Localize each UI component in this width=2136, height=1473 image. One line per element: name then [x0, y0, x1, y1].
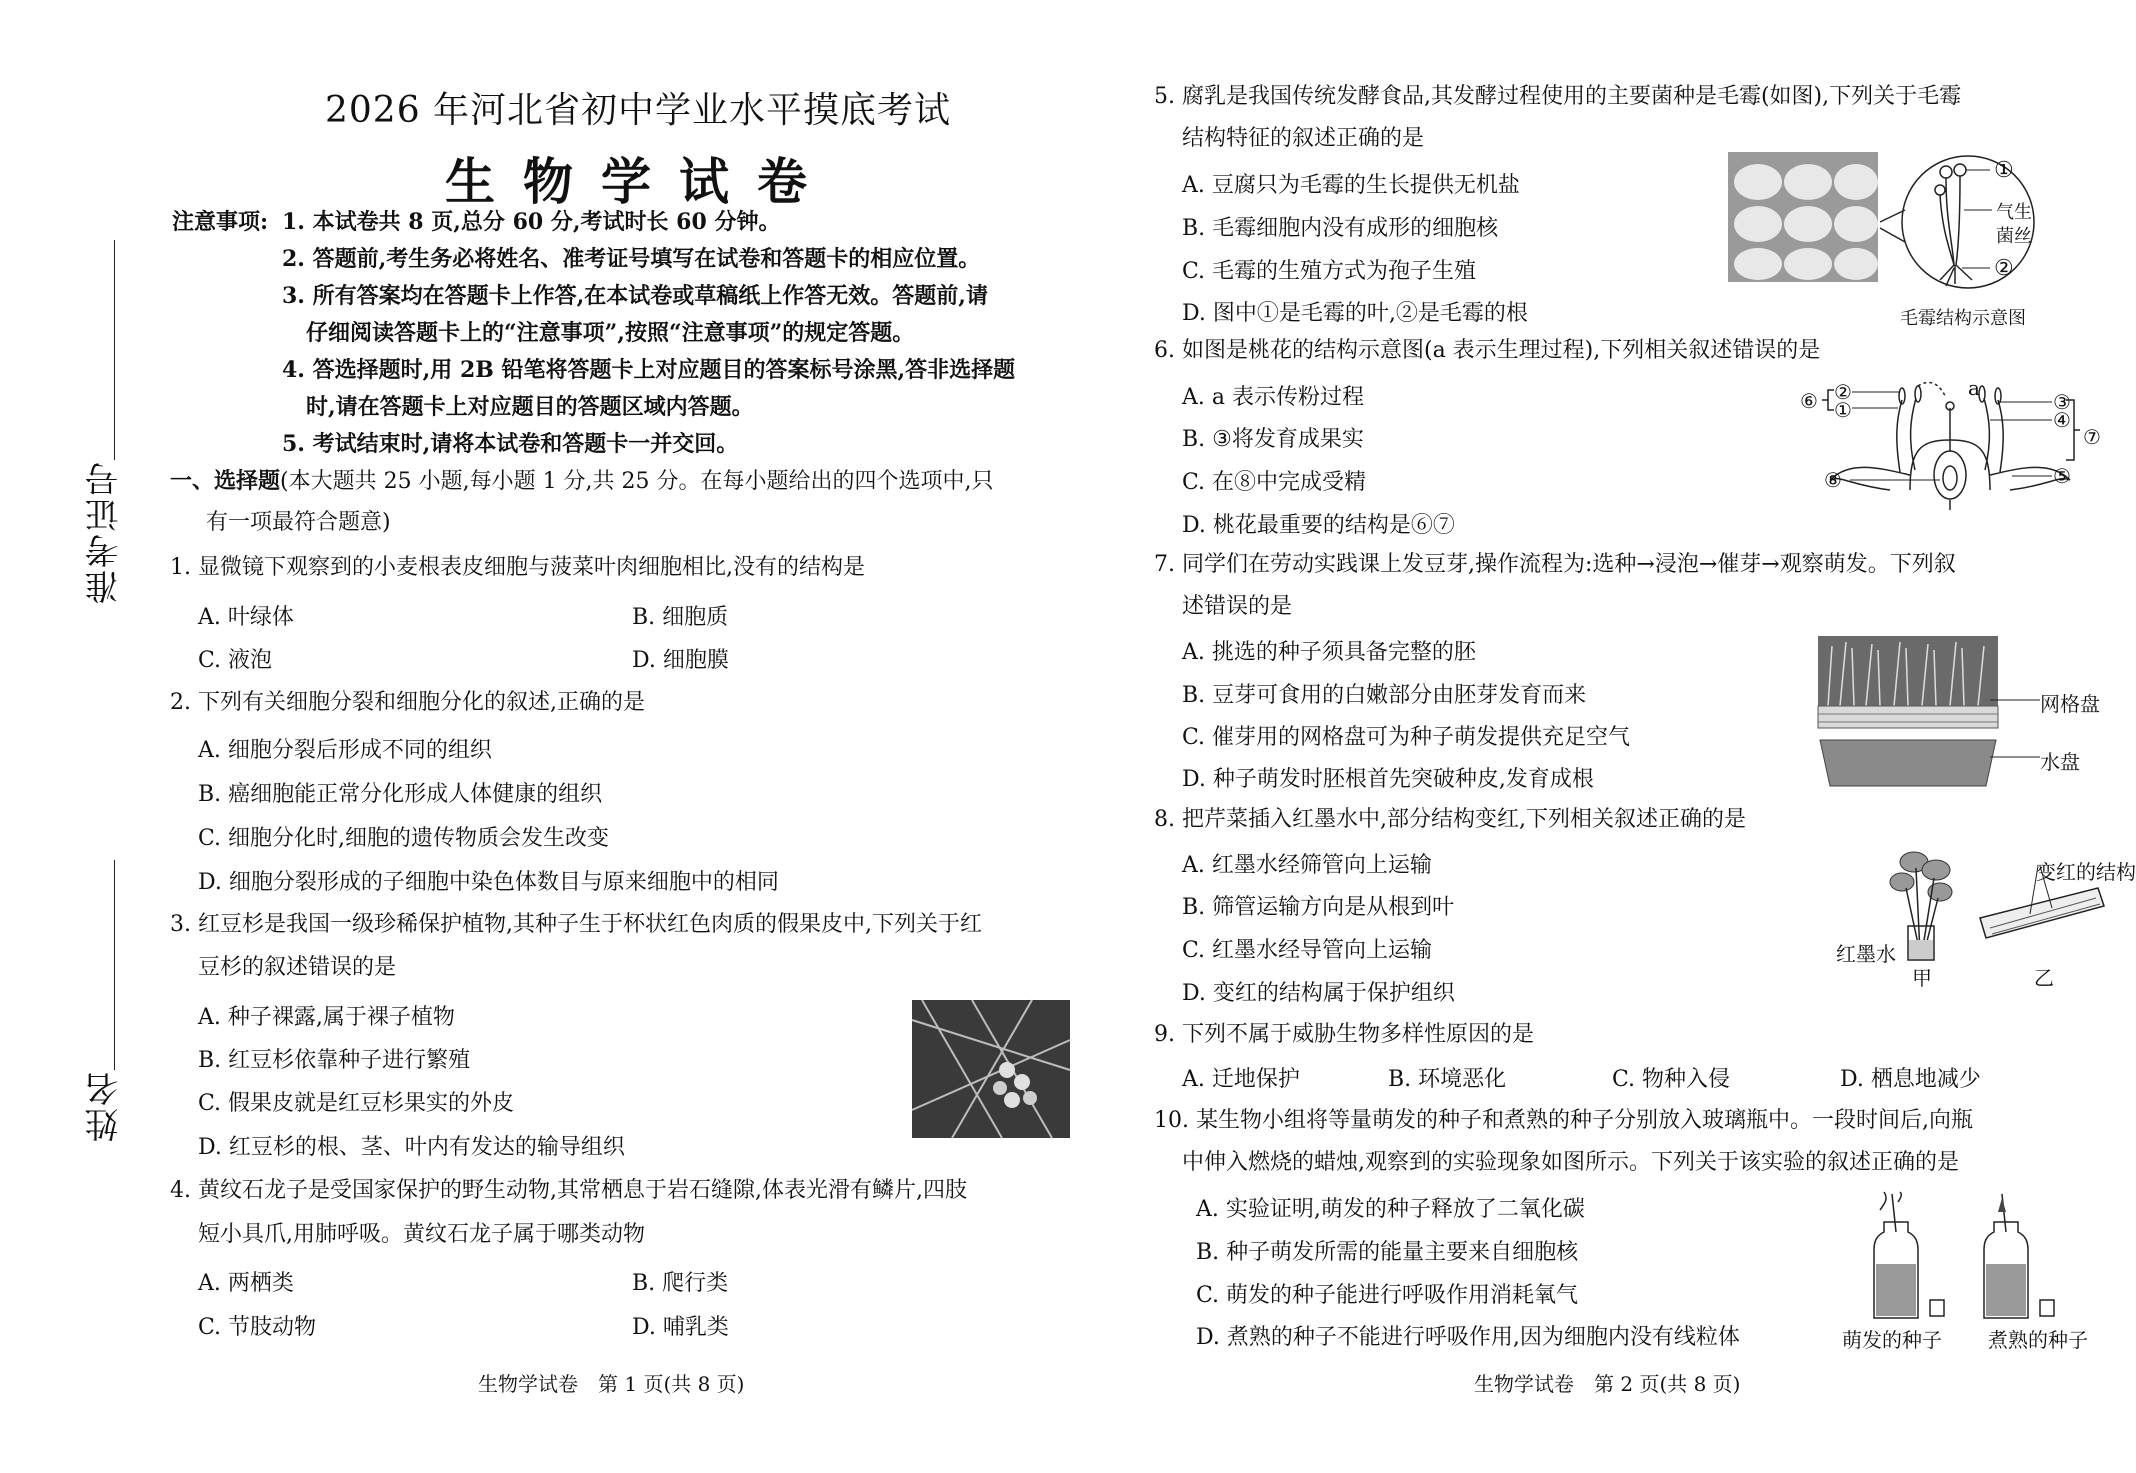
section-desc: (本大题共 25 小题,每小题 1 分,共 25 分。在每小题给出的四个选项中,只	[280, 469, 994, 494]
section-desc-2: 有一项最符合题意)	[206, 510, 391, 535]
q1-option-d[interactable]: D. 细胞膜	[632, 648, 729, 673]
q10-option-d[interactable]: D. 煮熟的种子不能进行呼吸作用,因为细胞内没有线粒体	[1196, 1325, 1740, 1350]
q1-stem: 1. 显微镜下观察到的小麦根表皮细胞与菠菜叶肉细胞相比,没有的结构是	[170, 555, 865, 580]
mucor-caption: 毛霉结构示意图	[1900, 308, 2026, 329]
notice-item-3b: 仔细阅读答题卡上的“注意事项”,按照“注意事项”的规定答题。	[306, 320, 915, 346]
q3-option-a[interactable]: A. 种子裸露,属于裸子植物	[198, 1005, 455, 1030]
sprout-tray-photo	[1818, 636, 1998, 792]
q4-option-b[interactable]: B. 爬行类	[632, 1271, 729, 1296]
q2-option-d[interactable]: D. 细胞分裂形成的子细胞中染色体数目与原来细胞中的相同	[198, 870, 779, 895]
q5-option-c[interactable]: C. 毛霉的生殖方式为孢子生殖	[1182, 259, 1477, 284]
q9-option-c[interactable]: C. 物种入侵	[1612, 1067, 1731, 1092]
q9-option-d[interactable]: D. 栖息地减少	[1840, 1067, 1981, 1092]
q3-option-b[interactable]: B. 红豆杉依靠种子进行繁殖	[198, 1048, 471, 1073]
q2-option-a[interactable]: A. 细胞分裂后形成不同的组织	[198, 738, 492, 763]
mucor-hypha-label-2: 菌丝	[1996, 226, 2032, 247]
q9-option-a[interactable]: A. 迁地保护	[1182, 1067, 1300, 1092]
q5-option-d[interactable]: D. 图中①是毛霉的叶,②是毛霉的根	[1182, 301, 1528, 326]
section-header	[170, 466, 994, 497]
celery-jia-label: 甲	[1912, 966, 1932, 990]
ticket-label: 准考证号	[85, 460, 125, 604]
notice-item-1: 1. 本试卷共 8 页,总分 60 分,考试时长 60 分钟。	[282, 209, 781, 235]
q4-stem-1: 4. 黄纹石龙子是受国家保护的野生动物,其常栖息于岩石缝隙,体表光滑有鳞片,四肢	[170, 1178, 967, 1203]
q7-option-c[interactable]: C. 催芽用的网格盘可为种子萌发提供充足空气	[1182, 725, 1631, 750]
q7-stem-2: 述错误的是	[1182, 594, 1293, 619]
q8-option-d[interactable]: D. 变红的结构属于保护组织	[1182, 981, 1455, 1006]
notice-item-4b: 时,请在答题卡上对应题目的答题区域内答题。	[306, 394, 754, 420]
flower-label-8: ⑧	[1824, 468, 1842, 492]
ticket-line	[114, 240, 115, 460]
notice-item-3: 3. 所有答案均在答题卡上作答,在本试卷或草稿纸上作答无效。答题前,请	[282, 283, 988, 309]
mucor-label-2: ②	[1994, 256, 2014, 281]
tray-pointer-lines	[1990, 690, 2042, 760]
name-line	[114, 860, 115, 1070]
q3-option-d[interactable]: D. 红豆杉的根、茎、叶内有发达的输导组织	[198, 1135, 625, 1160]
q4-option-a[interactable]: A. 两栖类	[198, 1271, 294, 1296]
q9-stem: 9. 下列不属于威胁生物多样性原因的是	[1154, 1022, 1534, 1047]
q6-option-c[interactable]: C. 在⑧中完成受精	[1182, 470, 1367, 495]
flower-label-a: a	[1968, 376, 1980, 400]
q6-option-a[interactable]: A. a 表示传粉过程	[1182, 385, 1364, 410]
q6-stem: 6. 如图是桃花的结构示意图(a 表示生理过程),下列相关叙述错误的是	[1154, 338, 1821, 363]
q2-option-b[interactable]: B. 癌细胞能正常分化形成人体健康的组织	[198, 782, 603, 807]
tofu-photo	[1728, 152, 1878, 282]
flower-label-4: ④	[2053, 408, 2071, 432]
q3-option-c[interactable]: C. 假果皮就是红豆杉果实的外皮	[198, 1091, 515, 1116]
celery-red-label: 变红的结构	[2036, 860, 2136, 884]
q3-stem-2: 豆杉的叙述错误的是	[198, 955, 397, 980]
q10-stem-1: 10. 某生物小组将等量萌发的种子和煮熟的种子分别放入玻璃瓶中。一段时间后,向瓶	[1154, 1108, 1973, 1133]
flower-label-3: ③	[2053, 390, 2071, 414]
candle-jars-diagram	[1858, 1192, 2118, 1322]
q8-option-c[interactable]: C. 红墨水经导管向上运输	[1182, 938, 1433, 963]
q4-stem-2: 短小具爪,用肺呼吸。黄纹石龙子属于哪类动物	[198, 1222, 645, 1247]
q7-option-b[interactable]: B. 豆芽可食用的白嫩部分由胚芽发育而来	[1182, 683, 1587, 708]
tray-grid-label: 网格盘	[2040, 692, 2100, 716]
paper-title: 生物学试卷	[445, 152, 835, 211]
section-title: 一、选择题	[170, 468, 281, 494]
q8-option-a[interactable]: A. 红墨水经筛管向上运输	[1182, 853, 1432, 878]
q5-option-b[interactable]: B. 毛霉细胞内没有成形的细胞核	[1182, 216, 1499, 241]
q2-option-c[interactable]: C. 细胞分化时,细胞的遗传物质会发生改变	[198, 826, 610, 851]
mucor-label-1: ①	[1994, 158, 2014, 183]
notice-item-2: 2. 答题前,考生务必将姓名、准考证号填写在试卷和答题卡的相应位置。	[282, 246, 981, 272]
exam-title: 2026 年河北省初中学业水平摸底考试	[325, 90, 952, 131]
q8-option-b[interactable]: B. 筛管运输方向是从根到叶	[1182, 895, 1455, 920]
q10-option-b[interactable]: B. 种子萌发所需的能量主要来自细胞核	[1196, 1240, 1579, 1265]
jar-boiled-label: 煮熟的种子	[1988, 1328, 2088, 1352]
q10-option-c[interactable]: C. 萌发的种子能进行呼吸作用消耗氧气	[1196, 1283, 1579, 1308]
tray-water-label: 水盘	[2040, 750, 2080, 774]
flower-label-2: ②	[1834, 380, 1852, 404]
q10-stem-2: 中伸入燃烧的蜡烛,观察到的实验现象如图所示。下列关于该实验的叙述正确的是	[1182, 1150, 1959, 1175]
footer-page-1: 生物学试卷 第 1 页(共 8 页)	[478, 1372, 745, 1396]
notice-item-4: 4. 答选择题时,用 2B 铅笔将答题卡上对应题目的答案标号涂黑,答非选择题	[282, 357, 1016, 383]
celery-ink-label: 红墨水	[1836, 942, 1896, 966]
name-label: 姓名	[85, 1070, 125, 1142]
q5-stem-1: 5. 腐乳是我国传统发酵食品,其发酵过程使用的主要菌种是毛霉(如图),下列关于毛霉	[1154, 84, 1962, 109]
q1-option-a[interactable]: A. 叶绿体	[198, 605, 294, 630]
q7-option-d[interactable]: D. 种子萌发时胚根首先突破种皮,发育成根	[1182, 767, 1594, 792]
q4-option-d[interactable]: D. 哺乳类	[632, 1315, 729, 1340]
celery-yi-label: 乙	[2034, 966, 2054, 990]
q5-option-a[interactable]: A. 豆腐只为毛霉的生长提供无机盐	[1182, 173, 1520, 198]
q7-stem-1: 7. 同学们在劳动实践课上发豆芽,操作流程为:选种→浸泡→催芽→观察萌发。下列叙	[1154, 552, 1956, 577]
q9-option-b[interactable]: B. 环境恶化	[1388, 1067, 1507, 1092]
yew-photo	[912, 1000, 1070, 1138]
q1-option-c[interactable]: C. 液泡	[198, 648, 273, 673]
q6-option-b[interactable]: B. ③将发育成果实	[1182, 427, 1364, 452]
mucor-hypha-label: 气生	[1996, 202, 2032, 223]
flower-label-6: ⑥	[1800, 389, 1818, 413]
flower-label-1: ①	[1834, 398, 1852, 422]
q1-option-b[interactable]: B. 细胞质	[632, 605, 729, 630]
q8-stem: 8. 把芹菜插入红墨水中,部分结构变红,下列相关叙述正确的是	[1154, 807, 1746, 832]
q4-option-c[interactable]: C. 节肢动物	[198, 1315, 317, 1340]
q6-option-d[interactable]: D. 桃花最重要的结构是⑥⑦	[1182, 513, 1455, 538]
q2-stem: 2. 下列有关细胞分裂和细胞分化的叙述,正确的是	[170, 690, 645, 715]
notice-item-5: 5. 考试结束时,请将本试卷和答题卡一并交回。	[282, 431, 739, 457]
jar-germ-label: 萌发的种子	[1842, 1328, 1942, 1352]
q10-option-a[interactable]: A. 实验证明,萌发的种子释放了二氧化碳	[1196, 1197, 1585, 1222]
q3-stem-1: 3. 红豆杉是我国一级珍稀保护植物,其种子生于杯状红色肉质的假果皮中,下列关于红	[170, 912, 982, 937]
notice-label: 注意事项:	[172, 209, 269, 235]
flower-label-7: ⑦	[2083, 425, 2101, 449]
footer-page-2: 生物学试卷 第 2 页(共 8 页)	[1474, 1372, 1741, 1396]
q5-stem-2: 结构特征的叙述正确的是	[1182, 126, 1425, 151]
flower-label-5: ⑤	[2053, 464, 2071, 488]
q7-option-a[interactable]: A. 挑选的种子须具备完整的胚	[1182, 640, 1476, 665]
page-2	[1100, 0, 2136, 1473]
